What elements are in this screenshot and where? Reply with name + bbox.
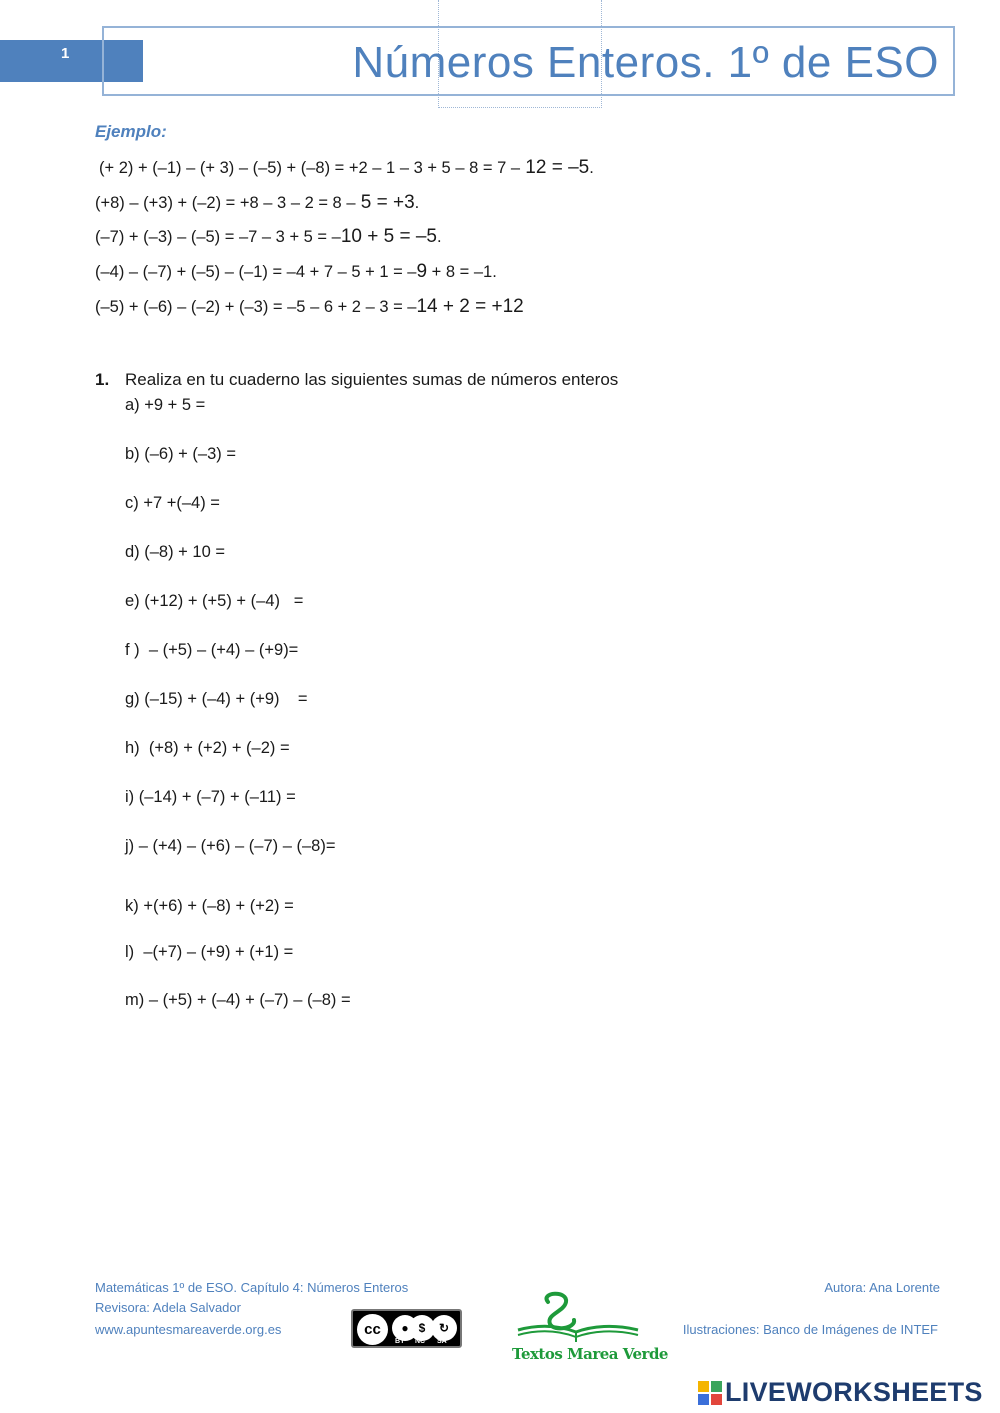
liveworksheets-wordmark: LIVEWORKSHEETS (725, 1377, 983, 1407)
page-number: 1 (61, 45, 70, 62)
license-nc-label: NC (415, 1338, 426, 1345)
license-sa-label: SA (437, 1338, 447, 1345)
exercise-item-b: b) (–6) + (–3) = (125, 445, 236, 463)
cc-icon: cc (357, 1314, 388, 1345)
footer-illustrations: Ilustraciones: Banco de Imágenes de INTEF (682, 1322, 938, 1337)
example-label: Ejemplo: (95, 122, 167, 141)
example-line-1: (+ 2) + (–1) – (+ 3) – (–5) + (–8) = +2 – 1 – 3 + 5 – 8 = 7 – 12 = –5. (99, 157, 594, 178)
example-line-3: (–7) + (–3) – (–5) = –7 – 3 + 5 = –10 + 5 = –5. (95, 226, 442, 247)
exercise-item-e: e) (+12) + (+5) + (–4) = (125, 592, 304, 610)
liveworksheets-logo-icon (698, 1381, 722, 1405)
exercise-item-j: j) – (+4) – (+6) – (–7) – (–8)= (125, 837, 336, 855)
example-line-5: (–5) + (–6) – (–2) + (–3) = –5 – 6 + 2 – 3 = –14 + 2 = +12 (95, 296, 524, 317)
exercise-item-l: l) –(+7) – (+9) + (+1) = (125, 943, 294, 961)
sharealike-icon: ↻ (431, 1315, 457, 1341)
exercise-item-c: c) +7 +(–4) = (125, 494, 220, 512)
exercise-prompt: Realiza en tu cuaderno las siguientes sumas de números enteros (125, 370, 619, 389)
exercise-number: 1. (95, 370, 110, 389)
exercise-heading (95, 370, 618, 390)
exercise-item-i: i) (–14) + (–7) + (–11) = (125, 788, 296, 806)
footer-author: Autora: Ana Lorente (824, 1280, 940, 1295)
footer-reviewer: Revisora: Adela Salvador (95, 1300, 241, 1315)
exercise-item-a: a) +9 + 5 = (125, 396, 206, 414)
exercise-item-d: d) (–8) + 10 = (125, 543, 225, 561)
license-by-label: BY (395, 1338, 405, 1345)
example-line-4: (–4) – (–7) + (–5) – (–1) = –4 + 7 – 5 + 1 = –9 + 8 = –1. (95, 261, 497, 282)
footer-website[interactable]: www.apuntesmareaverde.org.es (95, 1322, 282, 1337)
example-line-2: (+8) – (+3) + (–2) = +8 – 3 – 2 = 8 – 5 = +3. (95, 192, 420, 213)
cc-license-badge (351, 1309, 462, 1348)
person-icon: ● (392, 1315, 418, 1341)
noncommercial-icon: $ (409, 1315, 435, 1341)
exercise-item-f: f ) – (+5) – (+4) – (+9)= (125, 641, 299, 659)
footer-book: Matemáticas 1º de ESO. Capítulo 4: Números Enteros (95, 1280, 409, 1295)
exercise-item-g: g) (–15) + (–4) + (+9) = (125, 690, 308, 708)
exercise-item-h: h) (+8) + (+2) + (–2) = (125, 739, 290, 757)
page-title: Números Enteros. 1º de ESO (352, 38, 939, 87)
exercise-item-m: m) – (+5) + (–4) + (–7) – (–8) = (125, 991, 351, 1009)
title-box (102, 26, 955, 96)
marea-verde-logo-text: Textos Marea Verde (512, 1345, 668, 1363)
exercise-item-k: k) +(+6) + (–8) + (+2) = (125, 897, 294, 915)
